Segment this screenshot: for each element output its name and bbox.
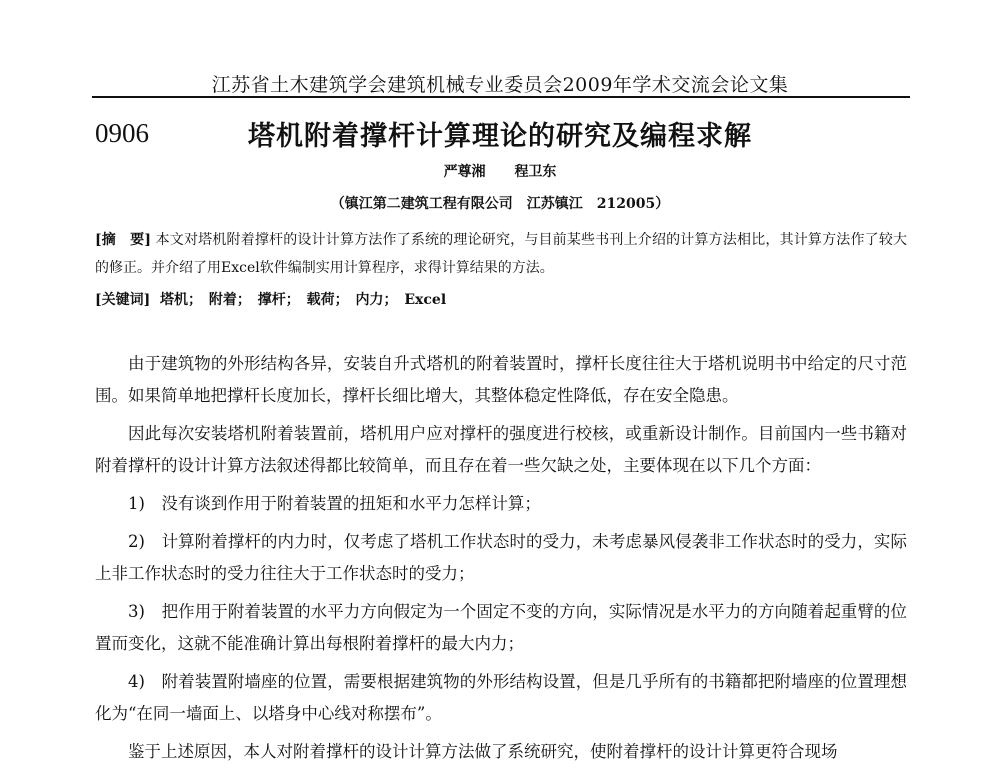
list-item: 3) 把作用于附着装置的水平力方向假定为一个固定不变的方向，实际情况是水平力的方向随着起重臂的位置而变化，这就不能准确计算出每根附着撑杆的最大内力；	[95, 602, 907, 653]
abstract	[95, 226, 907, 282]
paper-title: 塔机附着撑杆计算理论的研究及编程求解	[248, 121, 752, 152]
body-paragraph: 由于建筑物的外形结构各异，安装自升式塔机的附着装置时，撑杆长度往往大于塔机说明书中给定的尺寸范围。如果简单地把撑杆长度加长，撑杆长细比增大，其整体稳定性降低，存在安全隐患。	[95, 354, 907, 405]
keyword-item: 塔机；	[160, 292, 202, 308]
header-rule	[92, 96, 910, 98]
list-item: 1) 没有谈到作用于附着装置的扭矩和水平力怎样计算；	[128, 494, 541, 513]
list-item: 2) 计算附着撑杆的内力时，仅考虑了塔机工作状态时的受力，未考虑暴风侵袭非工作状态时的受力，实际上非工作状态时的受力往往大于工作状态时的受力；	[95, 532, 907, 583]
body-text	[95, 348, 907, 768]
abstract-text: 本文对塔机附着撑杆的设计计算方法作了系统的理论研究，与目前某些书刊上介绍的计算方法相比，其计算方法作了较大的修正。并介绍了用Excel软件编制实用计算程序，求得计算结果的方法。	[95, 232, 908, 276]
keyword-item: 附着；	[208, 292, 251, 308]
keyword-item: Excel	[404, 292, 447, 308]
authors	[0, 161, 1000, 181]
keyword-item: 内力；	[355, 292, 398, 308]
paper-number: 0906	[95, 118, 149, 148]
author-1: 严尊湘	[443, 164, 486, 180]
abstract-label: [摘 要]	[95, 232, 151, 248]
keyword-item: 撑杆；	[257, 292, 300, 308]
body-paragraph: 鉴于上述原因，本人对附着撑杆的设计计算方法做了系统研究，使附着撑杆的设计计算更符合现场	[128, 742, 838, 761]
running-header: 江苏省土木建筑学会建筑机械专业委员会2009年学术交流会论文集	[211, 74, 789, 96]
keywords-label: [关键词]	[95, 292, 151, 308]
keywords	[95, 286, 907, 314]
list-item: 4) 附着装置附墙座的位置，需要根据建筑物的外形结构设置，但是几乎所有的书籍都把附墙座的位置理想化为“在同一墙面上、以塔身中心线对称摆布”。	[95, 672, 907, 723]
affiliation: （镇江第二建筑工程有限公司 江苏镇江 212005）	[330, 196, 670, 212]
author-2: 程卫东	[514, 164, 557, 180]
body-paragraph: 因此每次安装塔机附着装置前，塔机用户应对撑杆的强度进行校核，或重新设计制作。目前国内一些书籍对附着撑杆的设计计算方法叙述得都比较简单，而且存在着一些欠缺之处，主要体现在以下几个方面：	[95, 424, 907, 475]
keyword-item: 载荷；	[306, 292, 349, 308]
